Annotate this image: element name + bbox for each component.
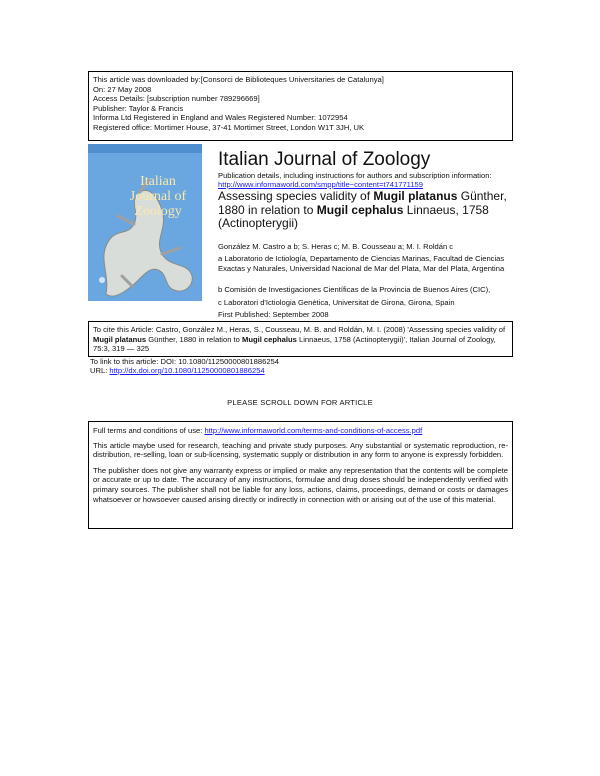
- journal-cover-image: [88, 144, 202, 301]
- affiliation-c: c Laboratori d'Ictiologia Genètica, Universitat de Girona, Girona, Spain: [218, 298, 455, 307]
- terms-line: [93, 426, 508, 436]
- affiliation-a: a Laboratorio de Ictiología, Departamento de Ciencias Marinas, Facultad de Ciencias Exactas y Naturales, Universidad Nacional de Mar del Plata, Mar del Plata, Argentina: [218, 254, 505, 273]
- species-name: Mugil cephalus: [316, 202, 404, 217]
- species-name: Mugil platanus: [93, 334, 147, 344]
- disclaimer-paragraph: The publisher does not give any warranty express or implied or make any representation that the contents will be complete or accurate or up to date. The accuracy of any instructions, formulae and drug doses should be independently verified with primary sources. The publisher shall not be liable for any loss, actions, claims, proceedings, demand or costs or damages whatsoever or howsoever caused arising directly or indirectly in connection with or arising out of the use of this material.: [93, 465, 508, 504]
- affiliation-b: b Comisión de Investigaciones Científicas de la Provincia de Buenos Aires (CIC),: [218, 285, 491, 294]
- citation-box: [88, 321, 513, 357]
- first-published-date: First Published: September 2008: [218, 310, 329, 319]
- download-line: Access Details: [subscription number 789296669]: [93, 94, 260, 104]
- species-name: Mugil platanus: [373, 189, 458, 203]
- article-title-mid: Günther, 1880 in relation to: [218, 189, 507, 217]
- download-line: Publisher: Taylor & Francis: [93, 103, 184, 113]
- terms-box: [88, 421, 513, 529]
- article-url-link[interactable]: http://dx.doi.org/10.1080/11250000801886254: [109, 366, 265, 375]
- article-title: [218, 190, 518, 231]
- doi-line: To link to this article: DOI: 10.1080/11250000801886254: [90, 357, 279, 366]
- terms-label: Full terms and conditions of use:: [93, 426, 205, 435]
- download-line: On: 27 May 2008: [93, 84, 152, 94]
- download-info-box: [88, 71, 513, 141]
- article-title-suffix: Linnaeus, 1758 (Actinopterygii): [218, 202, 489, 230]
- publication-details: Publication details, including instructions for authors and subscription information:: [218, 171, 492, 180]
- download-line: Registered office: Mortimer House, 37-41 Mortimer Street, London W1T 3JH, UK: [93, 122, 365, 132]
- lizard-illustration: [88, 144, 202, 301]
- journal-url[interactable]: http://www.informaworld.com/smpp/title~content=t741771159: [218, 180, 424, 189]
- species-name: Mugil cephalus: [242, 334, 297, 344]
- cover-title: Italian Journal of Zoology: [129, 174, 187, 219]
- citation-prefix: To cite this Article: Castro, González M., Heras, S., Cousseau, M. B. and Roldán, M. I. (2008) 'Assessing species validity of: [93, 325, 506, 334]
- citation-mid: Günther, 1880 in relation to: [146, 334, 242, 344]
- journal-title: Italian Journal of Zoology: [218, 149, 431, 170]
- article-url-line: [90, 366, 265, 376]
- author-list: González M. Castro a b; S. Heras c; M. B. Cousseau a; M. I. Roldán c: [218, 242, 454, 251]
- citation-suffix: Linnaeus, 1758 (Actinopterygii)', Italian Journal of Zoology, 75:3, 319 — 325: [93, 334, 496, 354]
- usage-paragraph: This article maybe used for research, teaching and private study purposes. Any substantial or systematic reproduction, re-distribution, re-selling, loan or sub-licensing, systematic supply or distribution in any form to anyone is expressly forbidden.: [93, 440, 508, 460]
- download-line: Informa Ltd Registered in England and Wales Registered Number: 1072954: [93, 113, 348, 123]
- terms-url-link[interactable]: http://www.informaworld.com/terms-and-conditions-of-access.pdf: [204, 426, 423, 435]
- article-title-prefix: Assessing species validity of: [218, 189, 374, 203]
- url-label: URL:: [90, 366, 110, 375]
- scroll-down-notice: PLEASE SCROLL DOWN FOR ARTICLE: [227, 398, 373, 407]
- download-line: This article was downloaded by:[Consorci de Biblioteques Universitaries de Catalunya]: [93, 75, 384, 84]
